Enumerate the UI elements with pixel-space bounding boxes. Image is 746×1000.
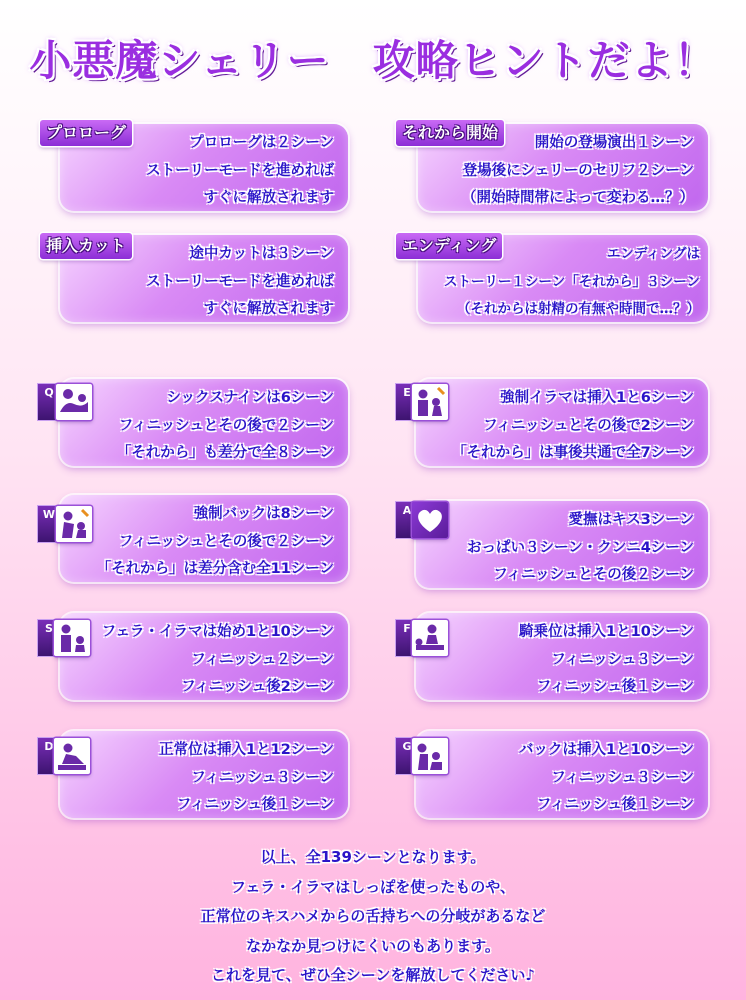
w-line-2: フィニッシュとその後で２シーン — [118, 533, 334, 550]
q-line-3: 「それから」も差分で全８シーン — [116, 445, 334, 461]
doggy-icon — [412, 738, 448, 774]
d-line-1: 正常位は挿入1と12シーン — [159, 742, 334, 758]
w-line-1: 強制バックは8シーン — [193, 506, 334, 522]
insert-cut-line-2: ストーリーモードを進めれば — [146, 273, 334, 290]
sorekara-line-3: （開始時間帯によって変わる…？） — [462, 190, 694, 206]
s-line-3: フィニッシュ後2シーン — [181, 679, 334, 695]
prologue-line-1: プロローグは２シーン — [189, 135, 334, 151]
footer-line-4: なかなか見つけにくいのもあります。 — [246, 936, 500, 955]
footer-line-3: 正常位のキスハメからの舌持ちへの分岐があるなど — [200, 907, 546, 925]
s-card — [60, 613, 348, 700]
f-card — [416, 613, 708, 700]
footer-notes — [0, 843, 746, 991]
s-line-2: フィニッシュ２シーン — [191, 651, 334, 668]
forced-back-icon — [56, 506, 92, 542]
f-line-1: 騎乗位は挿入1と10シーン — [519, 624, 694, 640]
prologue-tag: プロローグ — [40, 120, 132, 146]
f-line-2: フィニッシュ３シーン — [551, 651, 694, 668]
a-line-3: フィニッシュとその後２シーン — [493, 567, 694, 583]
sorekara-line-1: 開始の登場演出１シーン — [534, 135, 694, 151]
a-card — [416, 501, 708, 588]
page-title: 小悪魔シェリー 攻略ヒントだよ！ — [29, 36, 717, 85]
q-card — [60, 379, 348, 466]
ending-line-2: ストーリー１シーン「それから」３シーン — [444, 273, 700, 290]
q-key-label: Q — [44, 386, 54, 399]
footer-line-5: これを見て、ぜひ全シーンを解放してください♪ — [211, 966, 535, 984]
sixty-nine-icon — [56, 384, 92, 420]
heart-icon — [412, 502, 448, 538]
w-card — [60, 495, 348, 582]
prologue-line-2: ストーリーモードを進めれば — [146, 162, 334, 179]
e-line-2: フィニッシュとその後で2シーン — [483, 417, 694, 434]
a-line-1: 愛撫はキス3シーン — [568, 512, 694, 528]
ending-line-1: エンディングは — [606, 246, 700, 262]
d-line-3: フィニッシュ後１シーン — [176, 797, 334, 813]
g-key-label: G — [402, 740, 412, 753]
footer-line-2: フェラ・イラマはしっぽを使ったものや、 — [231, 877, 515, 896]
insert-cut-line-3: すぐに解放されます — [203, 301, 334, 317]
g-card — [416, 731, 708, 818]
cowgirl-icon — [412, 620, 448, 656]
e-card — [416, 379, 708, 466]
g-line-3: フィニッシュ後１シーン — [536, 797, 694, 813]
g-line-1: バックは挿入1と10シーン — [519, 742, 694, 758]
f-line-3: フィニッシュ後１シーン — [536, 679, 694, 695]
w-line-3: 「それから」は差分含む全11シーン — [96, 561, 334, 577]
sorekara-tag: それから開始 — [396, 120, 504, 146]
prologue-line-3: すぐに解放されます — [203, 190, 334, 206]
d-line-2: フィニッシュ３シーン — [191, 769, 334, 786]
w-key-label: W — [42, 508, 56, 521]
q-line-1: シックスナインは6シーン — [166, 390, 334, 406]
fellatio-icon — [54, 620, 90, 656]
footer-line-1: 以上、全139シーンとなります。 — [260, 848, 486, 866]
d-card — [60, 731, 348, 818]
ending-line-3: （それからは射精の有無や時間で…？） — [457, 301, 700, 317]
s-line-1: フェラ・イラマは始め1と10シーン — [101, 624, 334, 640]
e-line-1: 強制イラマは挿入1と6シーン — [500, 390, 694, 406]
insert-cut-tag: 挿入カット — [40, 233, 132, 259]
d-key-label: D — [44, 740, 54, 753]
insert-cut-line-1: 途中カットは３シーン — [189, 246, 334, 262]
q-line-2: フィニッシュとその後で２シーン — [118, 417, 334, 434]
e-key-label: E — [403, 386, 411, 399]
a-key-label: A — [402, 504, 412, 517]
forced-irrumatio-icon — [412, 384, 448, 420]
e-line-3: 「それから」は事後共通で全7シーン — [452, 445, 694, 461]
s-key-label: S — [45, 622, 53, 635]
g-line-2: フィニッシュ３シーン — [551, 769, 694, 786]
ending-tag: エンディング — [396, 233, 502, 259]
sorekara-line-2: 登場後にシェリーのセリフ２シーン — [462, 162, 694, 179]
f-key-label: F — [403, 622, 411, 635]
missionary-icon — [54, 738, 90, 774]
a-line-2: おっぱい３シーン・クンニ4シーン — [466, 539, 694, 556]
